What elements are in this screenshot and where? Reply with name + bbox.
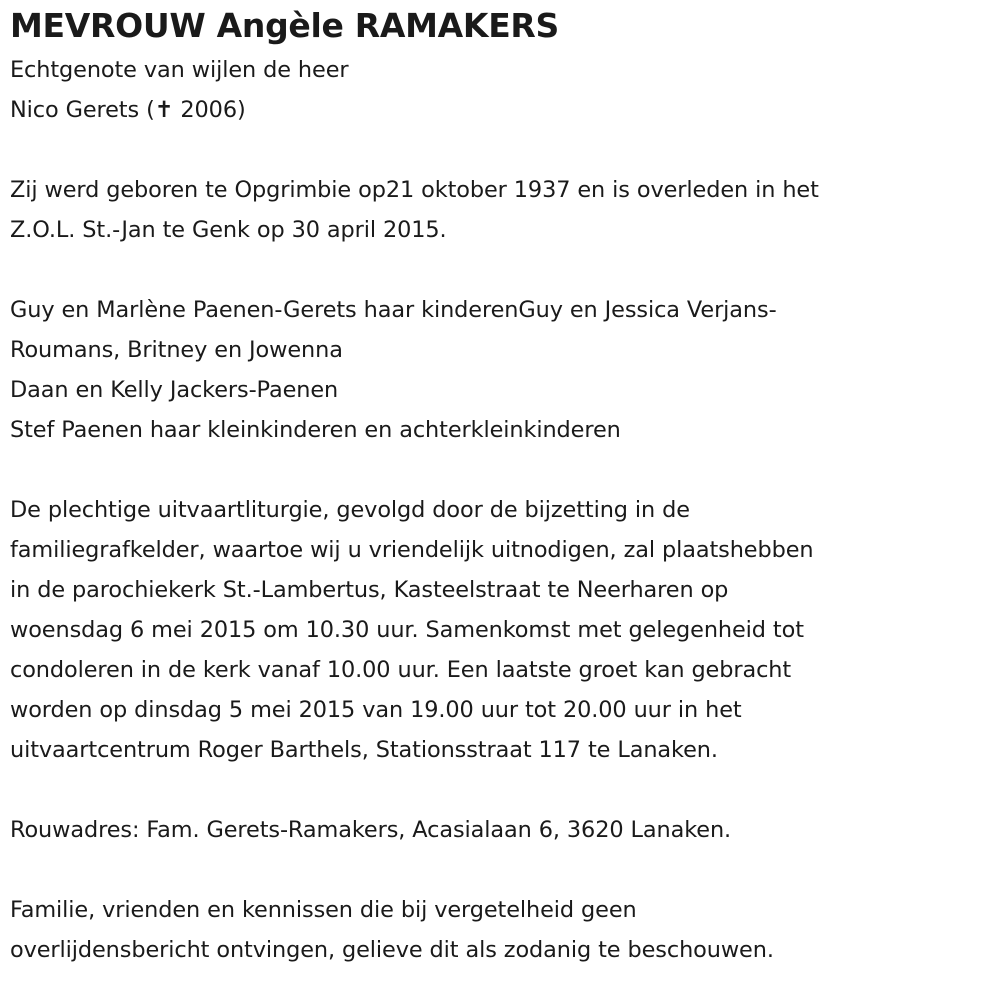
paragraph-gap: [10, 130, 990, 170]
spouse-line: Echtgenote van wijlen de heer: [10, 57, 349, 83]
death-notice: [10, 0, 990, 970]
birth-death-line: Zij werd geboren te Opgrimbie op21 oktober 1937 en is overleden in het: [10, 177, 819, 203]
funeral-line: condoleren in de kerk vanaf 10.00 uur. Een laatste groet kan gebracht: [10, 657, 792, 683]
family-line: Roumans, Britney en Jowenna: [10, 337, 343, 363]
spouse-line: Nico Gerets (✝ 2006): [10, 97, 246, 123]
paragraph-gap: [10, 850, 990, 890]
paragraph-gap: [10, 450, 990, 490]
closing-line: overlijdensbericht ontvingen, gelieve dit als zodanig te beschouwen.: [10, 937, 774, 963]
funeral-line: in de parochiekerk St.-Lambertus, Kasteelstraat te Neerharen op: [10, 577, 729, 603]
family-section: [10, 290, 990, 450]
spouse-section: [10, 50, 990, 130]
funeral-section: [10, 490, 990, 770]
notice-title: MEVROUW Angèle RAMAKERS: [10, 6, 560, 45]
funeral-line: uitvaartcentrum Roger Barthels, Stationsstraat 117 te Lanaken.: [10, 737, 718, 763]
family-line: Stef Paenen haar kleinkinderen en achterkleinkinderen: [10, 417, 621, 443]
funeral-line: familiegrafkelder, waartoe wij u vriendelijk uitnodigen, zal plaatshebben: [10, 537, 814, 563]
paragraph-gap: [10, 770, 990, 810]
mourning-address: Rouwadres: Fam. Gerets-Ramakers, Acasialaan 6, 3620 Lanaken.: [10, 817, 732, 843]
birth-death-section: [10, 170, 990, 250]
closing-line: Familie, vrienden en kennissen die bij vergetelheid geen: [10, 897, 637, 923]
family-line: Daan en Kelly Jackers-Paenen: [10, 377, 339, 403]
funeral-line: De plechtige uitvaartliturgie, gevolgd door de bijzetting in de: [10, 497, 690, 523]
funeral-line: woensdag 6 mei 2015 om 10.30 uur. Samenkomst met gelegenheid tot: [10, 617, 804, 643]
birth-death-line: Z.O.L. St.-Jan te Genk op 30 april 2015.: [10, 217, 447, 243]
funeral-line: worden op dinsdag 5 mei 2015 van 19.00 uur tot 20.00 uur in het: [10, 697, 742, 723]
family-line: Guy en Marlène Paenen-Gerets haar kinderenGuy en Jessica Verjans-: [10, 297, 777, 323]
paragraph-gap: [10, 250, 990, 290]
closing-section: [10, 890, 990, 970]
